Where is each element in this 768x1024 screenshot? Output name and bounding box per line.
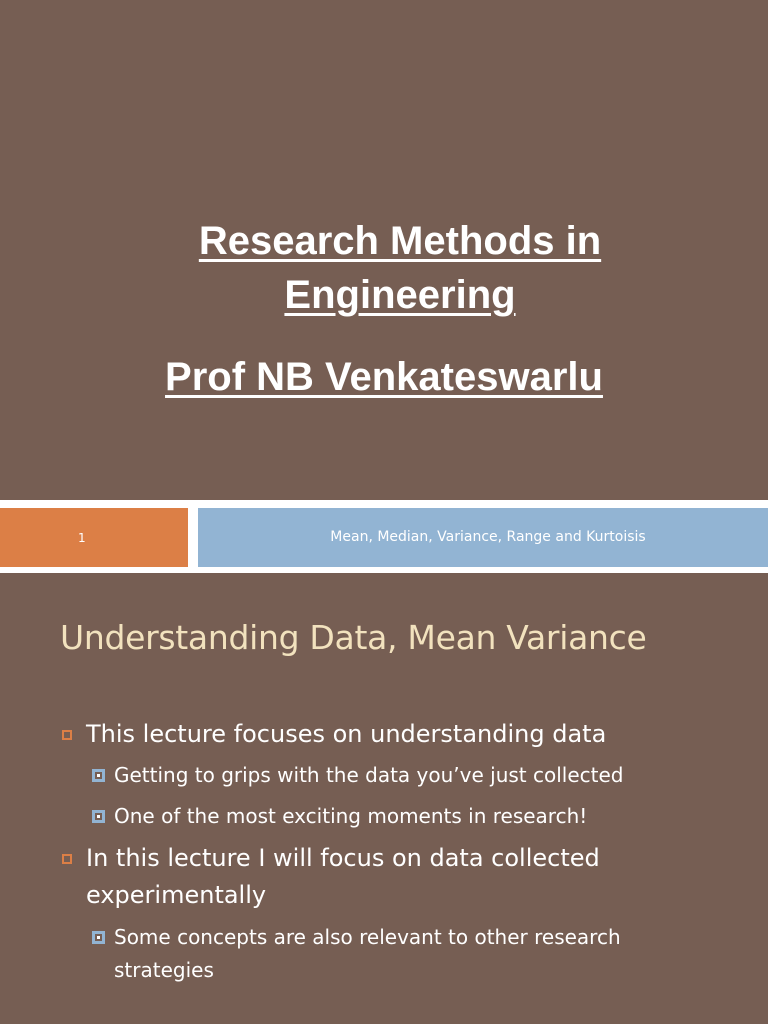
sub-bullet-item-2-1-line-2: strategies xyxy=(114,958,214,982)
bullet-item-2-line-2: experimentally xyxy=(86,881,267,909)
sub-bullet-marker-icon xyxy=(92,931,105,944)
slide-title-line-2: Engineering xyxy=(284,273,516,317)
slide-number-box xyxy=(0,508,188,567)
title-block xyxy=(0,214,768,404)
sub-bullet-marker-icon xyxy=(92,810,105,823)
slide-title-line-1: Research Methods in xyxy=(198,219,602,263)
bullet-item-2-line-1: In this lecture I will focus on data collected xyxy=(86,844,600,872)
sub-bullet-marker-icon xyxy=(92,769,105,782)
bullet-item-1: This lecture focuses on understanding data xyxy=(86,720,607,748)
sub-bullet-item-1-1: Getting to grips with the data you’ve just collected xyxy=(114,763,624,787)
content-slide-title: Understanding Data, Mean Variance xyxy=(60,618,647,657)
sub-bullet-item-1-2: One of the most exciting moments in research! xyxy=(114,804,588,828)
title-slide xyxy=(0,0,768,500)
sub-bullet-item-2-1-line-1: Some concepts are also relevant to other research xyxy=(114,925,621,949)
bullet-marker-icon xyxy=(62,730,72,740)
bullet-marker-icon xyxy=(62,854,72,864)
author-name: Prof NB Venkateswarlu xyxy=(165,355,603,399)
footer-title: Mean, Median, Variance, Range and Kurtoisis xyxy=(330,529,646,545)
slide-number: 1 xyxy=(78,531,86,545)
